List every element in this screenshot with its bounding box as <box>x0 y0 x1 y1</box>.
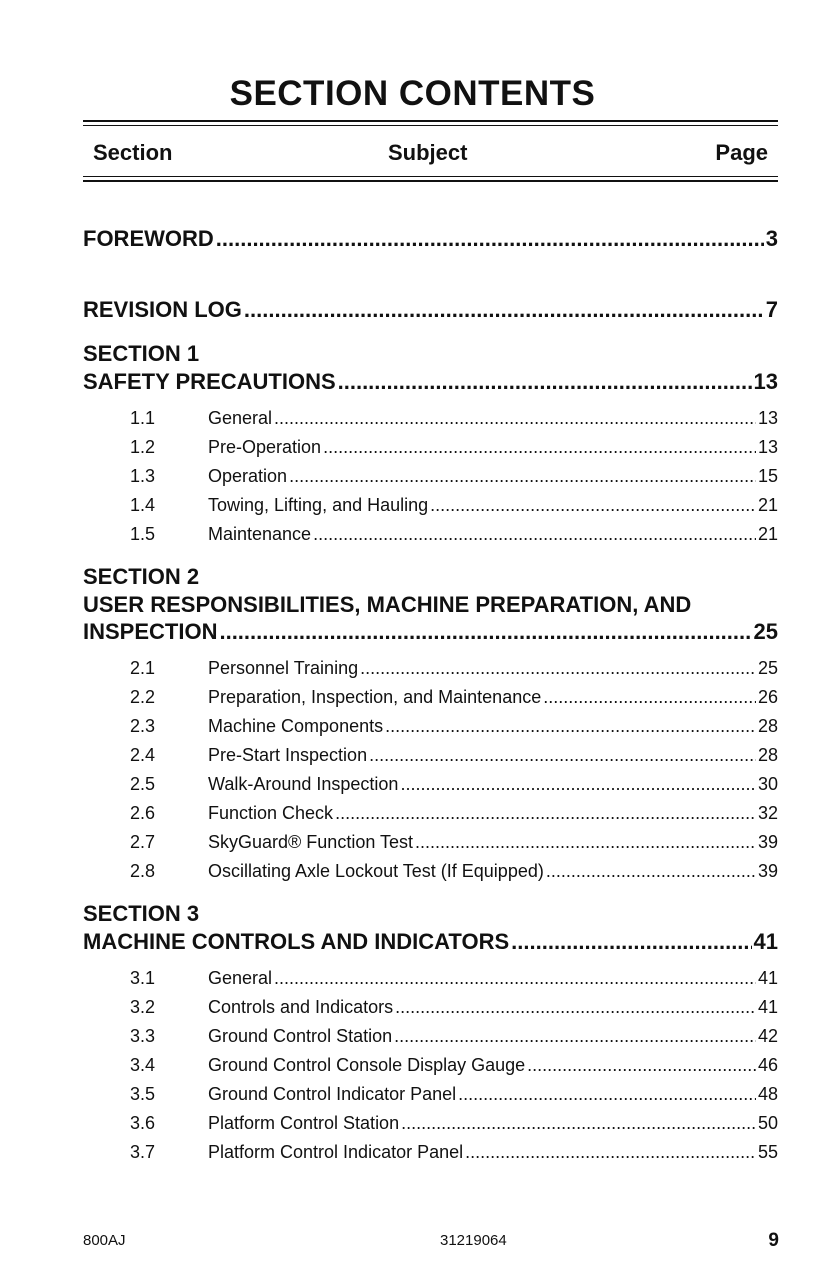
subentry-number: 1.3 <box>130 466 156 486</box>
toc-subentry-2-4[interactable] <box>130 745 778 766</box>
toc-subentry-2-2[interactable] <box>130 687 778 708</box>
header-rule-top <box>83 120 778 122</box>
subentry-page: 13 <box>757 408 778 428</box>
subentry-page: 41 <box>757 968 778 988</box>
subentry-label: Ground Control Station <box>208 1026 393 1046</box>
page-title: SECTION CONTENTS <box>229 74 596 113</box>
toc-subentry-3-2[interactable] <box>130 997 778 1018</box>
section-2-title-line-1: USER RESPONSIBILITIES, MACHINE PREPARATION, AND <box>83 592 692 617</box>
toc-subentry-3-3[interactable] <box>130 1026 778 1047</box>
toc-subentry-2-5[interactable] <box>130 774 778 795</box>
header-rule-top-thin <box>83 125 778 126</box>
subentry-number: 3.5 <box>130 1084 156 1104</box>
subentry-label: Ground Control Indicator Panel <box>208 1084 457 1104</box>
dot-leader <box>511 929 751 955</box>
column-header-page: Page <box>715 140 768 165</box>
subentry-number: 2.7 <box>130 832 156 852</box>
subentry-label: General <box>208 408 273 428</box>
dot-leader <box>395 997 756 1018</box>
subentry-label: Platform Control Indicator Panel <box>208 1142 464 1162</box>
subentry-page: 28 <box>757 745 778 765</box>
toc-entry-page: 7 <box>765 297 778 322</box>
subentry-page: 30 <box>757 774 778 794</box>
toc-subentry-3-7[interactable] <box>130 1142 778 1163</box>
toc-subentry-2-1[interactable] <box>130 658 778 679</box>
toc-subentry-1-3[interactable] <box>130 466 778 487</box>
subentry-number: 1.4 <box>130 495 156 515</box>
subentry-number: 2.3 <box>130 716 156 736</box>
subentry-label: General <box>208 968 273 988</box>
footer-model: 800AJ <box>83 1232 126 1249</box>
dot-leader <box>400 774 756 795</box>
subentry-page: 41 <box>757 997 778 1017</box>
subentry-page: 46 <box>757 1055 778 1075</box>
dot-leader <box>313 524 756 545</box>
toc-subentry-3-6[interactable] <box>130 1113 778 1134</box>
column-header-subject: Subject <box>388 140 468 165</box>
subentry-page: 28 <box>757 716 778 736</box>
dot-leader <box>369 745 756 766</box>
subentry-label: Platform Control Station <box>208 1113 400 1133</box>
subentry-number: 2.1 <box>130 658 156 678</box>
subentry-label: Oscillating Axle Lockout Test (If Equipped) <box>208 861 544 881</box>
toc-subentry-1-4[interactable] <box>130 495 778 516</box>
toc-subentry-3-5[interactable] <box>130 1084 778 1105</box>
section-2-heading: SECTION 2 <box>83 564 200 589</box>
subentry-number: 1.2 <box>130 437 156 457</box>
dot-leader <box>394 1026 756 1047</box>
toc-entry-label: SAFETY PRECAUTIONS <box>83 369 336 394</box>
subentry-page: 48 <box>757 1084 778 1104</box>
dot-leader <box>401 1113 756 1134</box>
toc-subentry-3-1[interactable] <box>130 968 778 989</box>
toc-entry-revision-log[interactable] <box>83 297 778 323</box>
subentry-number: 2.6 <box>130 803 156 823</box>
subentry-number: 2.5 <box>130 774 156 794</box>
dot-leader <box>274 968 756 989</box>
section-3-heading: SECTION 3 <box>83 901 200 926</box>
dot-leader <box>527 1055 756 1076</box>
toc-entry-section-3[interactable] <box>83 929 778 955</box>
toc-entry-label: REVISION LOG <box>83 297 242 322</box>
toc-entry-page: 13 <box>753 369 778 394</box>
toc-entry-section-2[interactable] <box>83 619 778 645</box>
subentry-label: Function Check <box>208 803 334 823</box>
section-1-heading: SECTION 1 <box>83 341 200 366</box>
toc-subentry-2-8[interactable] <box>130 861 778 882</box>
subentry-page: 39 <box>757 832 778 852</box>
dot-leader <box>274 408 756 429</box>
subentry-page: 13 <box>757 437 778 457</box>
dot-leader <box>415 832 756 853</box>
subentry-page: 32 <box>757 803 778 823</box>
toc-entry-section-1[interactable] <box>83 369 778 395</box>
header-rule-bottom-thin <box>83 176 778 177</box>
subentry-number: 1.1 <box>130 408 156 428</box>
subentry-number: 3.1 <box>130 968 156 988</box>
toc-subentry-1-5[interactable] <box>130 524 778 545</box>
subentry-label: Preparation, Inspection, and Maintenance <box>208 687 542 707</box>
subentry-number: 2.2 <box>130 687 156 707</box>
subentry-label: Ground Control Console Display Gauge <box>208 1055 526 1075</box>
toc-entry-foreword[interactable] <box>83 226 778 252</box>
subentry-page: 50 <box>757 1113 778 1133</box>
dot-leader <box>219 619 751 645</box>
toc-entry-page: 41 <box>753 929 778 954</box>
subentry-label: Operation <box>208 466 288 486</box>
subentry-page: 42 <box>757 1026 778 1046</box>
subentry-number: 2.4 <box>130 745 156 765</box>
subentry-page: 39 <box>757 861 778 881</box>
subentry-label: SkyGuard® Function Test <box>208 832 414 852</box>
dot-leader <box>465 1142 756 1163</box>
subentry-page: 15 <box>757 466 778 486</box>
column-header-section: Section <box>93 140 173 165</box>
subentry-number: 3.6 <box>130 1113 156 1133</box>
dot-leader <box>458 1084 756 1105</box>
subentry-number: 3.3 <box>130 1026 156 1046</box>
dot-leader <box>385 716 756 737</box>
subentry-page: 21 <box>757 524 778 544</box>
toc-entry-label: MACHINE CONTROLS AND INDICATORS <box>83 929 510 954</box>
subentry-label: Towing, Lifting, and Hauling <box>208 495 429 515</box>
dot-leader <box>216 226 764 252</box>
subentry-label: Personnel Training <box>208 658 359 678</box>
subentry-label: Controls and Indicators <box>208 997 394 1017</box>
subentry-page: 21 <box>757 495 778 515</box>
toc-entry-page: 3 <box>765 226 778 251</box>
toc-subentry-1-1[interactable] <box>130 408 778 429</box>
toc-subentry-2-6[interactable] <box>130 803 778 824</box>
subentry-label: Pre-Operation <box>208 437 322 457</box>
dot-leader <box>430 495 756 516</box>
subentry-label: Machine Components <box>208 716 384 736</box>
toc-subentry-2-3[interactable] <box>130 716 778 737</box>
dot-leader <box>335 803 756 824</box>
subentry-number: 2.8 <box>130 861 156 881</box>
dot-leader <box>338 369 752 395</box>
subentry-label: Walk-Around Inspection <box>208 774 399 794</box>
subentry-number: 3.2 <box>130 997 156 1017</box>
dot-leader <box>546 861 756 882</box>
dot-leader <box>323 437 756 458</box>
subentry-number: 3.4 <box>130 1055 156 1075</box>
subentry-label: Maintenance <box>208 524 312 544</box>
header-rule-bottom <box>83 180 778 182</box>
subentry-page: 26 <box>757 687 778 707</box>
dot-leader <box>244 297 764 323</box>
subentry-label: Pre-Start Inspection <box>208 745 368 765</box>
toc-subentry-2-7[interactable] <box>130 832 778 853</box>
toc-subentry-1-2[interactable] <box>130 437 778 458</box>
toc-entry-label: INSPECTION <box>83 619 218 644</box>
toc-entry-label: FOREWORD <box>83 226 214 251</box>
subentry-page: 25 <box>757 658 778 678</box>
dot-leader <box>543 687 756 708</box>
footer-page-number: 9 <box>768 1230 779 1251</box>
subentry-number: 1.5 <box>130 524 156 544</box>
dot-leader <box>360 658 756 679</box>
toc-subentry-3-4[interactable] <box>130 1055 778 1076</box>
subentry-page: 55 <box>757 1142 778 1162</box>
footer-document-number: 31219064 <box>440 1232 507 1249</box>
subentry-number: 3.7 <box>130 1142 156 1162</box>
toc-entry-page: 25 <box>753 619 778 644</box>
dot-leader <box>289 466 756 487</box>
